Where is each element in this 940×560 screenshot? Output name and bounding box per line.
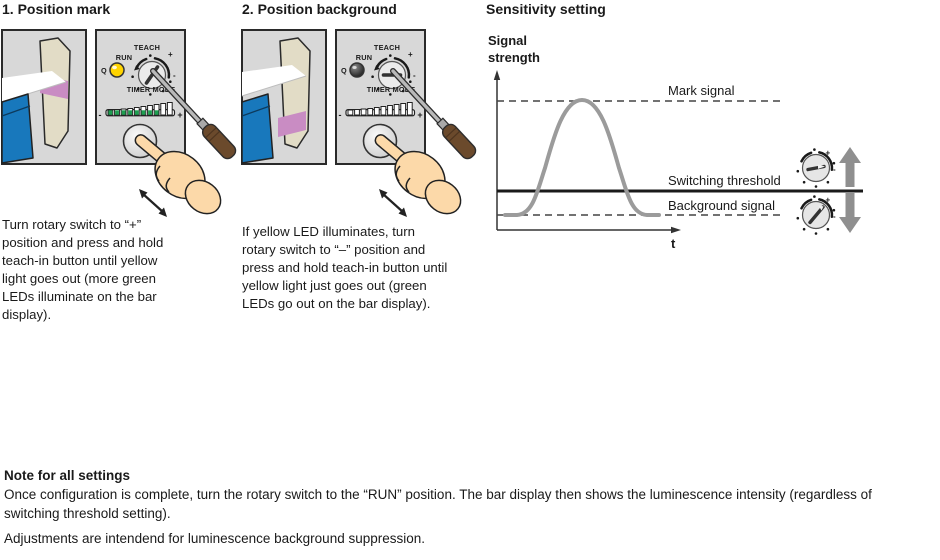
q-led-yellow-lit xyxy=(110,63,124,77)
teach-label: TEACH xyxy=(133,43,161,52)
note-title: Note for all settings xyxy=(4,468,131,483)
svg-text:+: + xyxy=(177,110,183,120)
panel1-figure xyxy=(0,26,238,218)
run-label: RUN xyxy=(115,53,133,62)
background-signal-label: Background signal xyxy=(668,198,775,213)
svg-text:-: - xyxy=(98,110,102,120)
sensitivity-chart xyxy=(485,30,940,258)
q-label: Q xyxy=(101,66,107,75)
switching-threshold-label: Switching threshold xyxy=(668,173,781,188)
panel2-figure xyxy=(240,26,478,218)
note-paragraph-2: Adjustments are intendend for luminescence background suppression. xyxy=(4,531,425,547)
svg-text:-: - xyxy=(833,165,836,174)
panel1-target-scene xyxy=(2,30,86,164)
threshold-decrease-dial-icon xyxy=(797,195,837,235)
sensor-body xyxy=(2,94,33,163)
dial-plus-label: + xyxy=(168,50,173,59)
dial-plus-label: + xyxy=(408,50,413,59)
press-direction-arrow xyxy=(139,189,167,217)
up-arrow-icon xyxy=(839,147,861,187)
q-led-dark xyxy=(350,63,364,77)
press-direction-arrow xyxy=(379,189,407,217)
note-section xyxy=(4,466,874,549)
panel2-target-scene xyxy=(242,30,326,164)
x-axis-label: t xyxy=(671,236,676,251)
svg-text:+: + xyxy=(825,195,831,205)
svg-text:-: - xyxy=(338,110,342,120)
chart-axes xyxy=(494,70,681,233)
sensitivity-title: Sensitivity setting xyxy=(486,1,606,17)
q-label: Q xyxy=(341,66,347,75)
teach-label: TEACH xyxy=(373,43,401,52)
note-paragraph-1: Once configuration is complete, turn the rotary switch to the “RUN” position. The bar display then shows the luminescence intensity (regardless of switching threshold setting). xyxy=(4,487,872,522)
signal-curve xyxy=(505,100,659,215)
svg-text:+: + xyxy=(417,110,423,120)
panel1-title: 1. Position mark xyxy=(2,1,111,17)
panel1-instruction: Turn rotary switch to “+” position and press and hold teach-in button until yellow light goes out (more green LEDs illuminate on the bar display). xyxy=(2,217,164,322)
panel2-title: 2. Position background xyxy=(242,1,397,17)
mark-signal-label: Mark signal xyxy=(668,83,735,98)
dial-minus-label: - xyxy=(413,71,416,80)
dial-minus-label: - xyxy=(173,71,176,80)
y-axis-label-line1: Signal xyxy=(488,33,528,48)
threshold-increase-dial-icon xyxy=(797,148,837,188)
run-label: RUN xyxy=(355,53,373,62)
y-axis-label-line2: strength xyxy=(488,50,540,65)
timer-mode-label: TIMER MODE xyxy=(366,85,416,94)
down-arrow-icon xyxy=(839,193,861,233)
panel2-instruction: If yellow LED illuminates, turn rotary switch to “–” position and press and hold teach-in button until yellow light just goes out (green LEDs go out on the bar display). xyxy=(242,224,448,311)
sensor-body xyxy=(242,94,273,163)
svg-text:+: + xyxy=(825,148,831,158)
svg-text:-: - xyxy=(833,212,836,221)
timer-mode-label: TIMER MODE xyxy=(126,85,176,94)
